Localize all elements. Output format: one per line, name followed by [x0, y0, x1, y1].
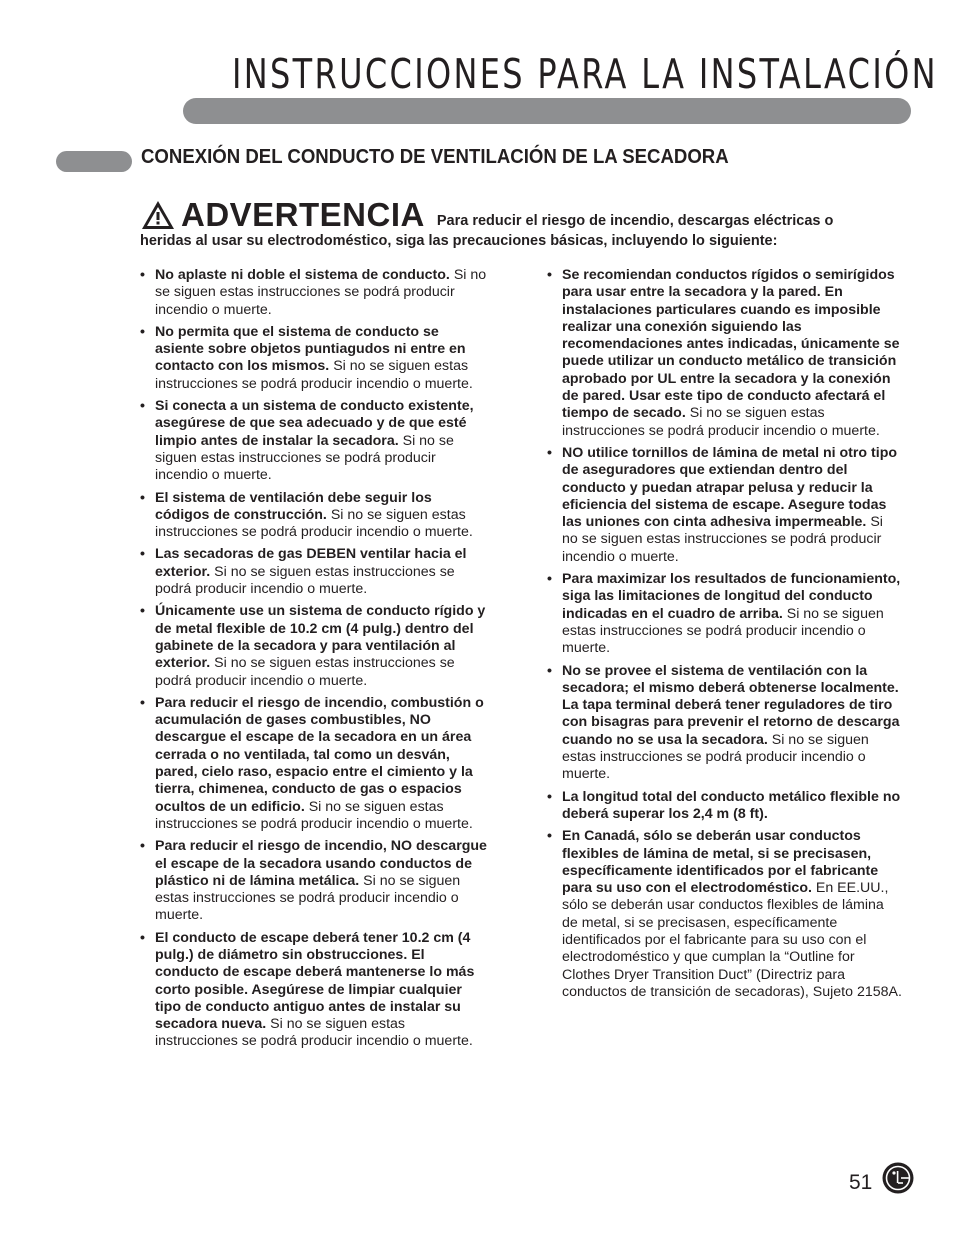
bullet-item — [140, 546, 490, 598]
bullet-normal-text: Si no se siguen estas instrucciones se podrá producir incendio o muerte. — [155, 1016, 473, 1050]
bullet-normal-text: Si no se siguen estas instrucciones se podrá producir incendio o muerte. — [155, 655, 455, 689]
bullet-bold-text: Para maximizar los resultados de funcionamiento, siga las limitaciones de longitud del conducto indicadas en el cuadro de arriba. — [562, 571, 901, 622]
warning-triangle-icon — [140, 199, 176, 231]
left-column — [140, 267, 490, 1056]
bullet-bold-text: Se recomiendan conductos rígidos o semirígidos para usar entre la secadora y la pared. En instalaciones particulares cuando es imposible realizar una conexión siguiendo las recomendaciones antes indicadas, únicamente se puede utilizar un conducto metálico de transición aprobado por UL entre la secadora y la conexión de pared. Usar este tipo de conducto afectará el tiempo de secado. — [562, 267, 900, 422]
lg-logo-icon — [882, 1162, 914, 1194]
bullet-normal-text: Si no se siguen estas instrucciones se podrá producir incendio o muerte. — [155, 798, 473, 832]
warning-block — [140, 196, 860, 250]
bullet-normal-text: Si no se siguen estas instrucciones se podrá producir incendio o muerte. — [155, 267, 487, 318]
bullet-normal-text: Si no se siguen estas instrucciones se podrá producir incendio o muerte. — [155, 506, 473, 541]
bullet-bold-text: El conducto de escape deberá tener 10.2 cm (4 pulg.) de diámetro sin obstrucciones. El conducto de escape deberá mantenerse lo más corto posible. Asegúrese de limpiar cualquier tipo de conducto antiguo antes de instalar su secadora nueva. — [155, 929, 475, 1033]
bullet-icon: • — [547, 828, 552, 845]
bullet-item — [547, 267, 902, 440]
bullet-icon: • — [547, 267, 552, 283]
warning-word: ADVERTENCIA — [181, 196, 425, 233]
bullet-icon: • — [140, 267, 145, 283]
bullet-bold-text: Para reducir el riesgo de incendio, combustión o acumulación de gases combustibles, NO descargue el escape de la secadora en un área cerrada o no ventilada, tal como un desván, pared, cielo raso, espacio entre el cimiento y la tierra, chimenea, conducto de gas o espacios ocultos de un edificio. — [155, 694, 484, 815]
bullet-bold-text: Únicamente use un sistema de conducto rígido y de metal flexible de 10.2 cm (4 pulg.) dentro del gabinete de la secadora y para ventilación al exterior. — [155, 603, 486, 672]
bullet-item — [547, 663, 902, 784]
bullet-item — [140, 490, 490, 542]
bullet-icon: • — [547, 662, 552, 679]
bullet-item — [140, 267, 490, 319]
right-column — [547, 267, 902, 1006]
bullet-icon: • — [140, 546, 145, 563]
bullet-bold-text: El sistema de ventilación debe seguir los códigos de construcción. — [155, 489, 432, 523]
bullet-bold-text: La longitud total del conducto metálico flexible no deberá superar los 2,4 m (8 ft). — [562, 788, 901, 822]
bullet-icon: • — [547, 788, 552, 805]
bullet-normal-text: Si no se siguen estas instrucciones se podrá producir incendio o muerte. — [562, 514, 883, 565]
bullet-normal-text: Si no se siguen estas instrucciones se podrá producir incendio o muerte. — [155, 872, 461, 924]
bullet-normal-text: En EE.UU., sólo se deberán usar conductos flexibles de lámina de metal, si se precisasen, específicamente identificados por el fabricante para su uso con el electrodoméstico y que cumplan la “Outline for Clothes Dryer Transition Duct” (Directriz para conductos de transición de secadoras), Sujeto 2158A. — [562, 880, 902, 1000]
bullet-icon: • — [140, 323, 145, 340]
bullet-bold-text: No permita que el sistema de conducto se asiente sobre objetos puntiagudos ni entre en contacto con los mismos. — [155, 323, 466, 375]
bullet-icon: • — [140, 398, 145, 415]
bullet-icon: • — [547, 571, 552, 588]
page-title: INSTRUCCIONES PARA LA INSTALACIÓN — [232, 50, 938, 98]
bullet-item — [140, 838, 490, 924]
bullet-normal-text: Si no se siguen estas instrucciones se podrá producir incendio o muerte. — [155, 432, 454, 484]
bullet-normal-text: Si no se siguen estas instrucciones se podrá producir incendio o muerte. — [155, 358, 473, 392]
bullet-normal-text: Si no se siguen estas instrucciones se podrá producir incendio o muerte. — [155, 563, 455, 598]
page-number: 51 — [849, 1171, 873, 1194]
bullet-item — [547, 445, 902, 566]
bullet-normal-text: Si no se siguen estas instrucciones se podrá producir incendio o muerte. — [562, 731, 869, 783]
bullet-bold-text: Si conecta a un sistema de conducto existente, asegúrese de que sea adecuado y de que esté limpio antes de instalar la secadora. — [155, 398, 474, 449]
bullet-item — [140, 603, 490, 689]
bullet-normal-text: Si no se siguen estas instrucciones se podrá producir incendio o muerte. — [562, 405, 880, 439]
title-bar — [183, 98, 911, 124]
bullet-bold-text: No aplaste ni doble el sistema de conducto. — [155, 267, 450, 283]
bullet-icon: • — [140, 838, 145, 855]
bullet-normal-text: Si no se siguen estas instrucciones se podrá producir incendio o muerte. — [562, 605, 884, 657]
bullet-item — [547, 789, 902, 824]
bullet-item — [547, 828, 902, 1001]
bullet-bold-text: NO utilice tornillos de lámina de metal ni otro tipo de aseguradores que extiendan dentro del conducto y puedan atrapar pelusa y reducir la eficiencia del sistema de escape. Asegure todas las uniones con cinta adhesiva impermeable. — [562, 444, 898, 531]
warning-continuation-text: heridas al usar su electrodoméstico, siga las precauciones básicas, incluyendo lo siguiente: — [140, 233, 778, 249]
warning-line — [140, 196, 860, 232]
bullet-bold-text: Para reducir el riesgo de incendio, NO descargue el escape de la secadora usando conductos de plástico ni de lámina metálica. — [155, 838, 487, 889]
bullet-item — [140, 695, 490, 833]
section-title: CONEXIÓN DEL CONDUCTO DE VENTILACIÓN DE LA SECADORA — [141, 146, 729, 168]
bullet-bold-text: No se provee el sistema de ventilación con la secadora; el mismo deberá obtenerse localmente. La tapa terminal deberá tener reguladores de tiro con bisagras para prevenir el retorno de descarga cuando no se usa la secadora. — [562, 662, 900, 748]
bullet-icon: • — [140, 489, 145, 506]
bullet-icon: • — [547, 444, 552, 461]
section-pill — [56, 151, 132, 172]
bullet-item — [140, 324, 490, 393]
bullet-bold-text: Las secadoras de gas DEBEN ventilar hacia el exterior. — [155, 546, 467, 580]
bullet-icon: • — [140, 929, 145, 946]
bullet-item — [547, 571, 902, 657]
bullet-icon: • — [140, 603, 145, 620]
warning-lead-text: Para reducir el riesgo de incendio, descargas eléctricas o — [436, 213, 834, 229]
bullet-item — [140, 930, 490, 1051]
bullet-icon: • — [140, 694, 145, 711]
bullet-bold-text: En Canadá, sólo se deberán usar conductos flexibles de lámina de metal, si se precisasen, específicamente identificados por el fabricante para su uso con el electrodoméstico. — [562, 828, 879, 897]
bullet-item — [140, 398, 490, 484]
